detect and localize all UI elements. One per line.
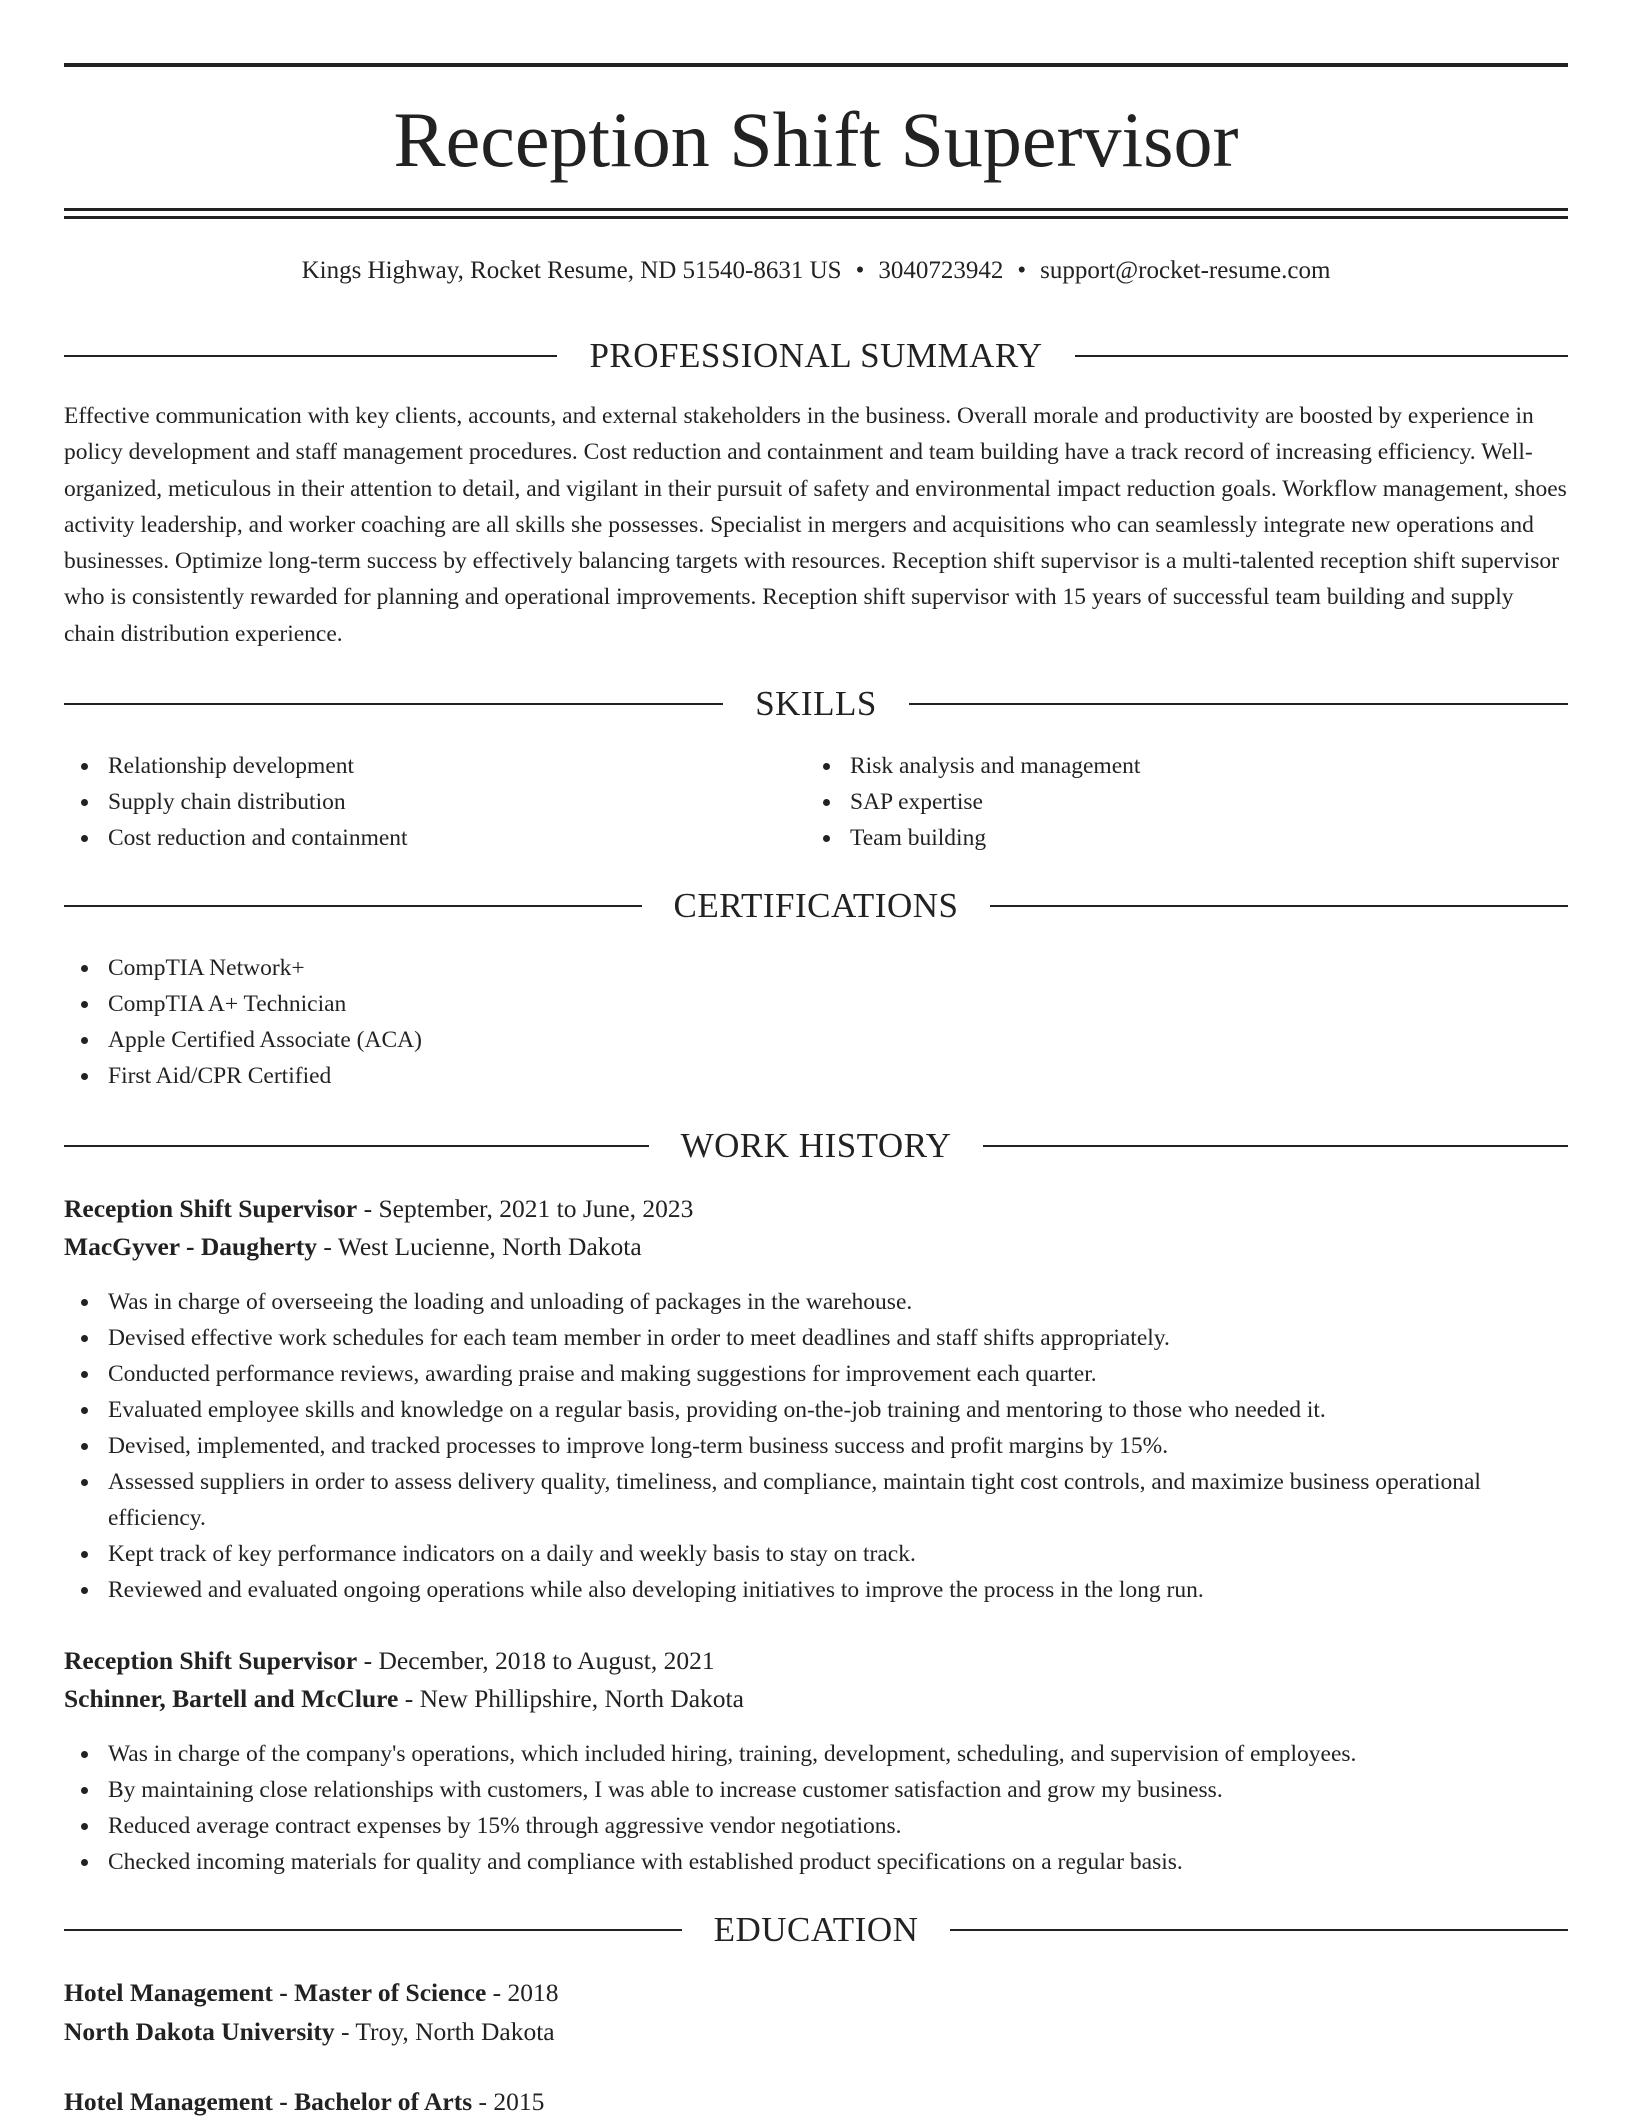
job-duty-item: Kept track of key performance indicators on a daily and weekly basis to stay on track. [64,1536,1568,1572]
certifications-heading [64,884,1568,928]
education-degree-line [64,2084,544,2120]
job-duty-item: Reduced average contract expenses by 15% through aggressive vendor negotiations. [64,1808,1568,1844]
heading-rule [983,1145,1568,1147]
job-title-line [64,1643,715,1679]
job-duty-item: Conducted performance reviews, awarding praise and making suggestions for improvement each quarter. [64,1356,1568,1392]
double-rule-upper [64,208,1568,211]
job-company: Schinner, Bartell and McClure [64,1684,399,1713]
skills-heading [64,682,1568,726]
certification-item: CompTIA A+ Technician [64,986,1568,1022]
education-title: EDUCATION [713,1910,919,1949]
certifications-title: CERTIFICATIONS [673,886,959,925]
education-degree: Hotel Management - Bachelor of Arts [64,2087,473,2116]
double-rule-lower [64,216,1568,219]
skill-item: Relationship development [64,748,764,784]
job-duty-item: Was in charge of overseeing the loading and unloading of packages in the warehouse. [64,1284,1568,1320]
skill-item: Cost reduction and containment [64,820,764,856]
education-school: North Dakota University [64,2017,335,2046]
education-year: - 2015 [472,2087,545,2116]
heading-rule [1075,355,1568,357]
job-duty-item: Assessed suppliers in order to assess delivery quality, timeliness, and compliance, maintain tight cost controls, and maximize business operational efficiency. [64,1464,1568,1536]
top-rule [64,63,1568,67]
job-title: Reception Shift Supervisor [64,1194,358,1223]
job-duty-item: Evaluated employee skills and knowledge on a regular basis, providing on-the-job training and mentoring to those who needed it. [64,1392,1568,1428]
education-location: - Troy, North Dakota [334,2017,555,2046]
heading-rule [64,703,723,705]
certifications-list [64,950,1568,1094]
heading-rule [990,905,1568,907]
summary-heading [64,334,1568,378]
work-history-heading [64,1124,1568,1168]
contact-separator: • [1017,257,1027,284]
job-duties-list [64,1736,1568,1880]
job-duty-item: Checked incoming materials for quality and compliance with established product specifications on a regular basis. [64,1844,1568,1880]
contact-email[interactable]: support@rocket-resume.com [1040,257,1331,284]
contact-address: Kings Highway, Rocket Resume, ND 51540-8631 US [301,257,842,284]
heading-rule [64,905,642,907]
job-title-line [64,1191,693,1227]
job-company: MacGyver - Daugherty [64,1232,318,1261]
heading-rule [950,1929,1568,1931]
job-duty-item: By maintaining close relationships with customers, I was able to increase customer satisfaction and grow my business. [64,1772,1568,1808]
skill-item: SAP expertise [806,784,1506,820]
certification-item: Apple Certified Associate (ACA) [64,1022,1568,1058]
skills-list-right [806,748,1506,856]
contact-phone: 3040723942 [878,257,1004,284]
heading-rule [64,355,557,357]
skill-item: Supply chain distribution [64,784,764,820]
job-dates: - December, 2018 to August, 2021 [357,1646,715,1675]
skills-title: SKILLS [755,684,877,723]
skills-list-left [64,748,764,856]
summary-text: Effective communication with key clients, accounts, and external stakeholders in the business. Overall morale and productivity are boosted by experience in policy development and staff management procedures. Cost reduction and containment and team building have a track record of increasing efficiency. Well-organized, meticulous in their attention to detail, and vigilant in their pursuit of safety and environmental impact reduction goals. Workflow management, shoes activity leadership, and worker coaching are all skills she possesses. Specialist in mergers and acquisitions who can seamlessly integrate new operations and businesses. Optimize long-term success by effectively balancing targets with resources. Reception shift supervisor is a multi-talented reception shift supervisor who is consistently rewarded for planning and operational improvements. Reception shift supervisor with 15 years of successful team building and supply chain distribution experience. [64,403,1567,647]
job-dates: - September, 2021 to June, 2023 [357,1194,694,1223]
certification-item: First Aid/CPR Certified [64,1058,1568,1094]
job-location: - West Lucienne, North Dakota [317,1232,642,1261]
contact-line [64,253,1568,289]
job-duty-item: Devised, implemented, and tracked processes to improve long-term business success and profit margins by 15%. [64,1428,1568,1464]
contact-separator: • [855,257,865,284]
education-school-line [64,2014,555,2050]
education-year: - 2018 [486,1978,559,2007]
candidate-name: Reception Shift Supervisor [393,96,1239,183]
job-company-line [64,1229,642,1265]
job-duty-item: Reviewed and evaluated ongoing operations while also developing initiatives to improve the process in the long run. [64,1572,1568,1608]
heading-rule [909,703,1568,705]
job-duty-item: Was in charge of the company's operations, which included hiring, training, development, scheduling, and supervision of employees. [64,1736,1568,1772]
job-company-line [64,1681,744,1717]
summary-title: PROFESSIONAL SUMMARY [589,336,1043,375]
certification-item: CompTIA Network+ [64,950,1568,986]
skill-item: Team building [806,820,1506,856]
job-duty-item: Devised effective work schedules for each team member in order to meet deadlines and staff shifts appropriately. [64,1320,1568,1356]
work-history-title: WORK HISTORY [680,1126,952,1165]
skill-item: Risk analysis and management [806,748,1506,784]
education-degree: Hotel Management - Master of Science [64,1978,487,2007]
job-title: Reception Shift Supervisor [64,1646,358,1675]
job-location: - New Phillipshire, North Dakota [398,1684,744,1713]
job-duties-list [64,1284,1568,1608]
education-heading [64,1908,1568,1952]
heading-rule [64,1145,649,1147]
heading-rule [64,1929,682,1931]
education-degree-line [64,1975,559,2011]
